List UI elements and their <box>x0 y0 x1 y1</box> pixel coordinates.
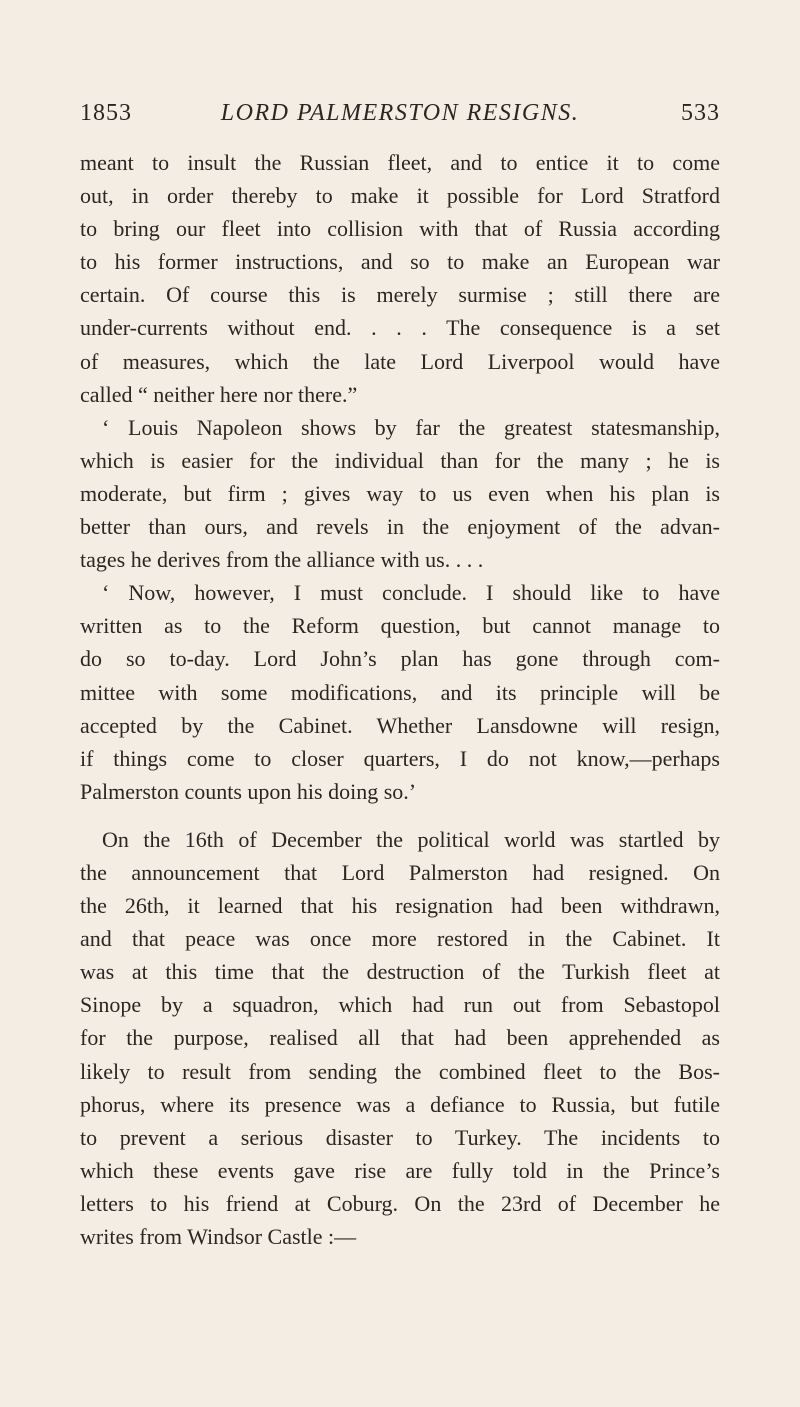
text-line: to prevent a serious disaster to Turkey. The incidents to <box>80 1124 720 1150</box>
header-year: 1853 <box>80 100 132 126</box>
paragraph-3 <box>80 576 720 808</box>
text-line: which is easier for the individual than for the many ; he is <box>80 447 720 473</box>
text-line: to bring our fleet into collision with that of Russia according <box>80 216 720 242</box>
text-line: under-currents without end. . . . The consequence is a set <box>80 315 720 341</box>
text-line: out, in order thereby to make it possible for Lord Stratford <box>80 183 720 209</box>
text-line: On the 16th of December the political world was startled by <box>102 826 720 852</box>
text-line: of measures, which the late Lord Liverpool would have <box>80 348 720 374</box>
text-line: Sinope by a squadron, which had run out from Sebastopol <box>80 992 720 1018</box>
text-line: for the purpose, realised all that had been apprehended as <box>80 1025 720 1051</box>
page-number: 533 <box>681 100 720 126</box>
text-line: ‘ Now, however, I must conclude. I should like to have <box>102 580 720 606</box>
text-line: meant to insult the Russian fleet, and to entice it to come <box>80 150 720 175</box>
text-line: the announcement that Lord Palmerston had resigned. On <box>80 859 720 885</box>
text-line: accepted by the Cabinet. Whether Lansdowne will resign, <box>80 712 720 738</box>
paragraph-1 <box>80 146 720 411</box>
text-line: the 26th, it learned that his resignation had been withdrawn, <box>80 893 720 919</box>
text-line: mittee with some modifications, and its principle will be <box>80 679 720 705</box>
text-line: was at this time that the destruction of the Turkish fleet at <box>80 959 720 985</box>
paragraph-4 <box>80 823 720 1253</box>
text-line: ‘ Louis Napoleon shows by far the greatest statesmanship, <box>102 414 720 440</box>
text-line: moderate, but firm ; gives way to us even when his plan is <box>80 480 720 506</box>
text-line: phorus, where its presence was a defiance to Russia, but futile <box>80 1091 720 1117</box>
text-line: better than ours, and revels in the enjoyment of the advan- <box>80 514 720 540</box>
text-line: certain. Of course this is merely surmise ; still there are <box>80 282 720 308</box>
text-line: likely to result from sending the combined fleet to the Bos- <box>80 1058 720 1084</box>
text-line: tages he derives from the alliance with us. . . . <box>80 547 484 573</box>
text-line: if things come to closer quarters, I do not know,—perhaps <box>80 745 720 771</box>
paragraph-2 <box>80 411 720 576</box>
text-line: which these events gave rise are fully told in the Prince’s <box>80 1157 720 1183</box>
running-title: LORD PALMERSTON RESIGNS. <box>220 100 580 126</box>
body-text <box>80 146 720 1253</box>
text-line: to his former instructions, and so to make an European war <box>80 249 720 275</box>
text-line: writes from Windsor Castle :— <box>80 1224 357 1249</box>
page-header <box>80 100 720 134</box>
text-line: letters to his friend at Coburg. On the 23rd of December he <box>80 1190 720 1216</box>
text-line: do so to-day. Lord John’s plan has gone through com- <box>80 646 720 672</box>
text-line: called “ neither here nor there.” <box>80 381 358 407</box>
text-line: Palmerston counts upon his doing so.’ <box>80 778 417 804</box>
paragraph-spacer <box>80 808 720 823</box>
text-line: and that peace was once more restored in the Cabinet. It <box>80 926 720 952</box>
text-line: written as to the Reform question, but cannot manage to <box>80 613 720 639</box>
